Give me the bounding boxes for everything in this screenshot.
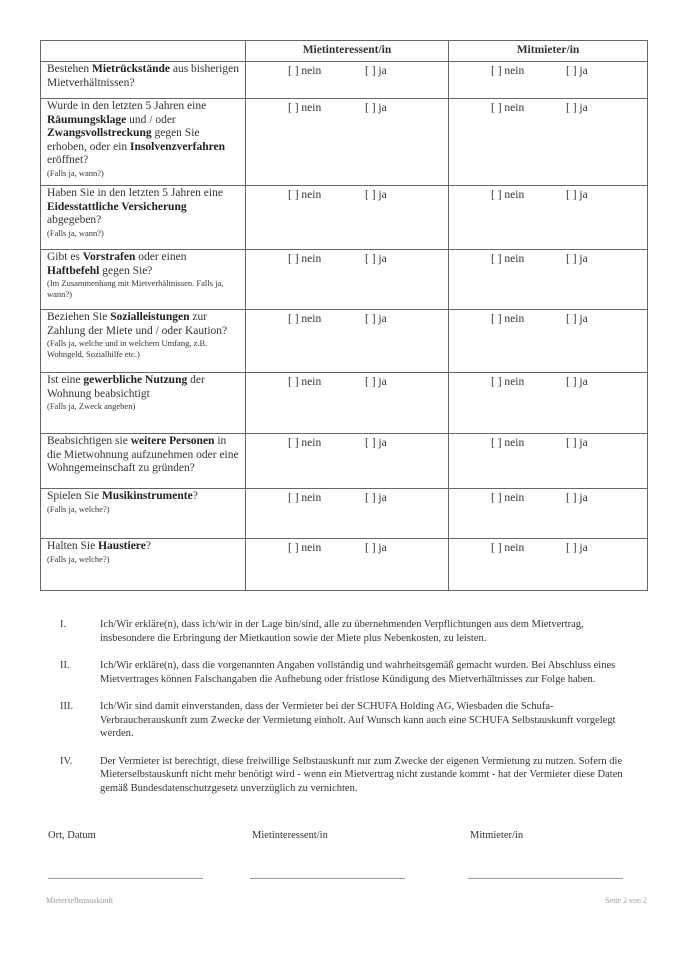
applicant-checkbox-no[interactable]: [ ] nein	[288, 542, 322, 554]
question-text: ?	[192, 490, 198, 502]
signature-line-co-tenant[interactable]	[468, 878, 623, 879]
co-tenant-checkbox-no[interactable]: [ ] nein	[491, 313, 525, 325]
applicant-answer-cell	[246, 186, 449, 250]
question-note: (Falls ja, welche?)	[47, 553, 110, 564]
question-cell	[41, 489, 246, 539]
table-row	[41, 373, 648, 434]
question-text: Wurde in den letzten 5 Jahren eine	[47, 100, 207, 112]
applicant-answer-cell	[246, 373, 449, 434]
question-text: Beabsichtigen sie	[47, 435, 131, 447]
declaration-text: Der Vermieter ist berechtigt, diese freiwillige Selbstauskunft nur zum Zwecke der eigenen Vermietung zu nutzen. Sofern die Mieterselbstauskunft nicht mehr benötigt wird - wenn ein Mietvertrag nicht zustande kommt - hat der Vermieter diese Daten gemäß Bundesdatenschutzgesetz unverzüglich zu vernichten.	[100, 755, 623, 794]
question-cell	[41, 434, 246, 489]
question-text: gegen Sie erhoben, oder ein	[47, 127, 200, 153]
question-text: Mietrückstände	[92, 63, 170, 75]
applicant-checkbox-yes[interactable]: [ ] ja	[365, 437, 387, 449]
question-cell	[41, 539, 246, 591]
question-text: gewerbliche Nutzung	[83, 374, 188, 386]
header-co-tenant: Mitmieter/in	[449, 41, 648, 62]
applicant-answer-cell	[246, 250, 449, 310]
question-text: weitere Personen	[130, 435, 215, 447]
co-tenant-checkbox-yes[interactable]: [ ] ja	[566, 189, 588, 201]
applicant-checkbox-yes[interactable]: [ ] ja	[365, 102, 387, 114]
footer-title: Mieterselbstauskunft	[46, 896, 114, 905]
applicant-checkbox-yes[interactable]: [ ] ja	[365, 253, 387, 265]
question-text: Eidesstattliche Versicherung	[47, 200, 187, 213]
applicant-answer-cell	[246, 539, 449, 591]
declaration-item	[50, 755, 630, 796]
question-text: Beziehen Sie	[47, 311, 111, 323]
co-tenant-answer-cell	[449, 310, 648, 373]
co-tenant-answer-cell	[449, 489, 648, 539]
co-tenant-checkbox-no[interactable]: [ ] nein	[491, 542, 525, 554]
question-text: Insolvenzverfahren	[130, 140, 226, 153]
co-tenant-answer-cell	[449, 186, 648, 250]
question-text: Sozialleistungen	[110, 311, 190, 323]
question-text: Räumungsklage	[47, 113, 127, 126]
table-row	[41, 489, 648, 539]
footer-page-number: Seite 2 von 2	[605, 896, 647, 905]
question-text: Gibt es	[47, 251, 83, 263]
applicant-checkbox-yes[interactable]: [ ] ja	[365, 376, 387, 388]
co-tenant-checkbox-yes[interactable]: [ ] ja	[566, 376, 588, 388]
co-tenant-checkbox-yes[interactable]: [ ] ja	[566, 313, 588, 325]
question-note: (Falls ja, welche?)	[47, 503, 110, 514]
question-text: oder einen	[135, 251, 187, 263]
applicant-answer-cell	[246, 99, 449, 186]
co-tenant-checkbox-yes[interactable]: [ ] ja	[566, 102, 588, 114]
declaration-text: Ich/Wir erkläre(n), dass die vorgenannten Angaben vollständig und wahrheitsgemäß gemacht wurden. Bei Abschluss eines Mietvertrages können Falschangaben die Aufhebung oder fristlose Kündigung des Mietverhältnisses zur Folge haben.	[100, 660, 616, 685]
declaration-number: III.	[60, 701, 74, 712]
signature-label-place-date: Ort, Datum	[48, 830, 96, 841]
question-text: in die Mietwohnung aufzunehmen oder eine Wohngemeinschaft zu gründen?	[47, 435, 239, 474]
table-row	[41, 99, 648, 186]
applicant-checkbox-no[interactable]: [ ] nein	[288, 437, 322, 449]
question-cell	[41, 186, 246, 250]
question-cell	[41, 373, 246, 434]
question-text: Ist eine	[47, 374, 84, 386]
question-text: Halten Sie	[47, 540, 99, 552]
co-tenant-checkbox-no[interactable]: [ ] nein	[491, 253, 525, 265]
question-text: gegen Sie?	[99, 264, 153, 277]
question-text: eröffnet?	[47, 154, 89, 166]
question-text: Musikinstrumente	[101, 490, 193, 502]
signature-label-applicant: Mietinteressent/in	[252, 830, 328, 841]
question-cell	[41, 99, 246, 186]
applicant-checkbox-yes[interactable]: [ ] ja	[365, 65, 387, 77]
co-tenant-checkbox-no[interactable]: [ ] nein	[491, 437, 525, 449]
co-tenant-checkbox-no[interactable]: [ ] nein	[491, 376, 525, 388]
table-row	[41, 186, 648, 250]
question-cell	[41, 250, 246, 310]
applicant-checkbox-yes[interactable]: [ ] ja	[365, 542, 387, 554]
applicant-checkbox-yes[interactable]: [ ] ja	[365, 492, 387, 504]
declarations-list	[50, 618, 630, 809]
applicant-checkbox-no[interactable]: [ ] nein	[288, 102, 322, 114]
table-row	[41, 62, 648, 99]
declaration-item	[50, 700, 630, 741]
applicant-answer-cell	[246, 489, 449, 539]
declaration-text: Ich/Wir erkläre(n), dass ich/wir in der Lage bin/sind, alle zu übernehmenden Verpflichtungen aus dem Mietvertrag, insbesondere die Erbringung der Mietkaution sowie der Miete plus Nebenkosten, zu leisten.	[100, 619, 584, 644]
applicant-answer-cell	[246, 434, 449, 489]
questionnaire-table	[40, 40, 648, 591]
question-note: (Falls ja, wann?)	[47, 167, 104, 178]
table-row	[41, 310, 648, 373]
question-text: Spielen Sie	[47, 490, 102, 502]
signature-label-co-tenant: Mitmieter/in	[470, 830, 524, 841]
applicant-checkbox-yes[interactable]: [ ] ja	[365, 189, 387, 201]
table-row	[41, 250, 648, 310]
applicant-checkbox-no[interactable]: [ ] nein	[288, 492, 322, 504]
signature-line-place-date[interactable]	[48, 878, 203, 879]
declaration-number: I.	[60, 619, 67, 630]
question-text: Haben Sie in den letzten 5 Jahren eine	[47, 187, 223, 199]
co-tenant-answer-cell	[449, 250, 648, 310]
declaration-item	[50, 659, 630, 686]
applicant-checkbox-no[interactable]: [ ] nein	[288, 189, 322, 201]
co-tenant-answer-cell	[449, 373, 648, 434]
co-tenant-checkbox-no[interactable]: [ ] nein	[491, 102, 525, 114]
applicant-answer-cell	[246, 310, 449, 373]
applicant-checkbox-no[interactable]: [ ] nein	[288, 253, 322, 265]
question-note: (Falls ja, Zweck angeben)	[47, 401, 136, 411]
applicant-checkbox-no[interactable]: [ ] nein	[288, 376, 322, 388]
applicant-checkbox-no[interactable]: [ ] nein	[288, 65, 322, 77]
co-tenant-answer-cell	[449, 539, 648, 591]
question-cell	[41, 62, 246, 99]
co-tenant-checkbox-yes[interactable]: [ ] ja	[566, 437, 588, 449]
co-tenant-answer-cell	[449, 434, 648, 489]
question-text: ?	[145, 540, 151, 552]
question-text: Zwangsvollstreckung	[47, 127, 152, 139]
co-tenant-checkbox-yes[interactable]: [ ] ja	[566, 492, 588, 504]
question-cell	[41, 310, 246, 373]
question-text: aus bisherigen Mietverhältnissen?	[47, 63, 239, 89]
header-question	[41, 41, 246, 62]
header-applicant: Mietinteressent/in	[246, 41, 449, 62]
question-text: Vorstrafen	[82, 251, 136, 263]
declaration-number: IV.	[60, 755, 73, 767]
question-text: Haftbefehl	[47, 264, 100, 277]
table-row	[41, 539, 648, 591]
question-note: (Falls ja, wann?)	[47, 227, 104, 238]
table-row	[41, 434, 648, 489]
declaration-number: II.	[60, 660, 70, 671]
question-text: zur Zahlung der Miete und / oder Kaution?	[47, 311, 228, 337]
declaration-item	[50, 618, 630, 645]
co-tenant-answer-cell	[449, 62, 648, 99]
question-text: der Wohnung beabsichtigt	[47, 374, 205, 400]
applicant-answer-cell	[246, 62, 449, 99]
co-tenant-checkbox-no[interactable]: [ ] nein	[491, 65, 525, 77]
applicant-checkbox-yes[interactable]: [ ] ja	[365, 313, 387, 325]
question-text: Haustiere	[98, 540, 146, 552]
signature-line-applicant[interactable]	[250, 878, 405, 879]
applicant-checkbox-no[interactable]: [ ] nein	[288, 313, 322, 325]
question-text: und / oder	[126, 113, 176, 126]
question-note: (Falls ja, welche und in welchem Umfang, z.B. Wohngeld, Sozialhilfe etc.)	[47, 338, 208, 359]
co-tenant-checkbox-yes[interactable]: [ ] ja	[566, 65, 588, 77]
declaration-text: Ich/Wir sind damit einverstanden, dass der Vermieter bei der SCHUFA Holding AG, Wiesbaden die Schufa-Verbraucherauskunft zum Zwecke der Vermietung einholt. Auf Wunsch kann auch eine SCHUFA Selbstauskunft vorgelegt werden.	[100, 701, 616, 739]
co-tenant-checkbox-yes[interactable]: [ ] ja	[566, 253, 588, 265]
question-note: (Im Zusammenhang mit Mietverhältnissen. Falls ja, wann?)	[47, 278, 224, 299]
co-tenant-checkbox-yes[interactable]: [ ] ja	[566, 542, 588, 554]
co-tenant-checkbox-no[interactable]: [ ] nein	[491, 189, 525, 201]
co-tenant-checkbox-no[interactable]: [ ] nein	[491, 492, 525, 504]
question-text: abgegeben?	[47, 214, 102, 226]
question-text: Bestehen	[47, 63, 93, 75]
co-tenant-answer-cell	[449, 99, 648, 186]
